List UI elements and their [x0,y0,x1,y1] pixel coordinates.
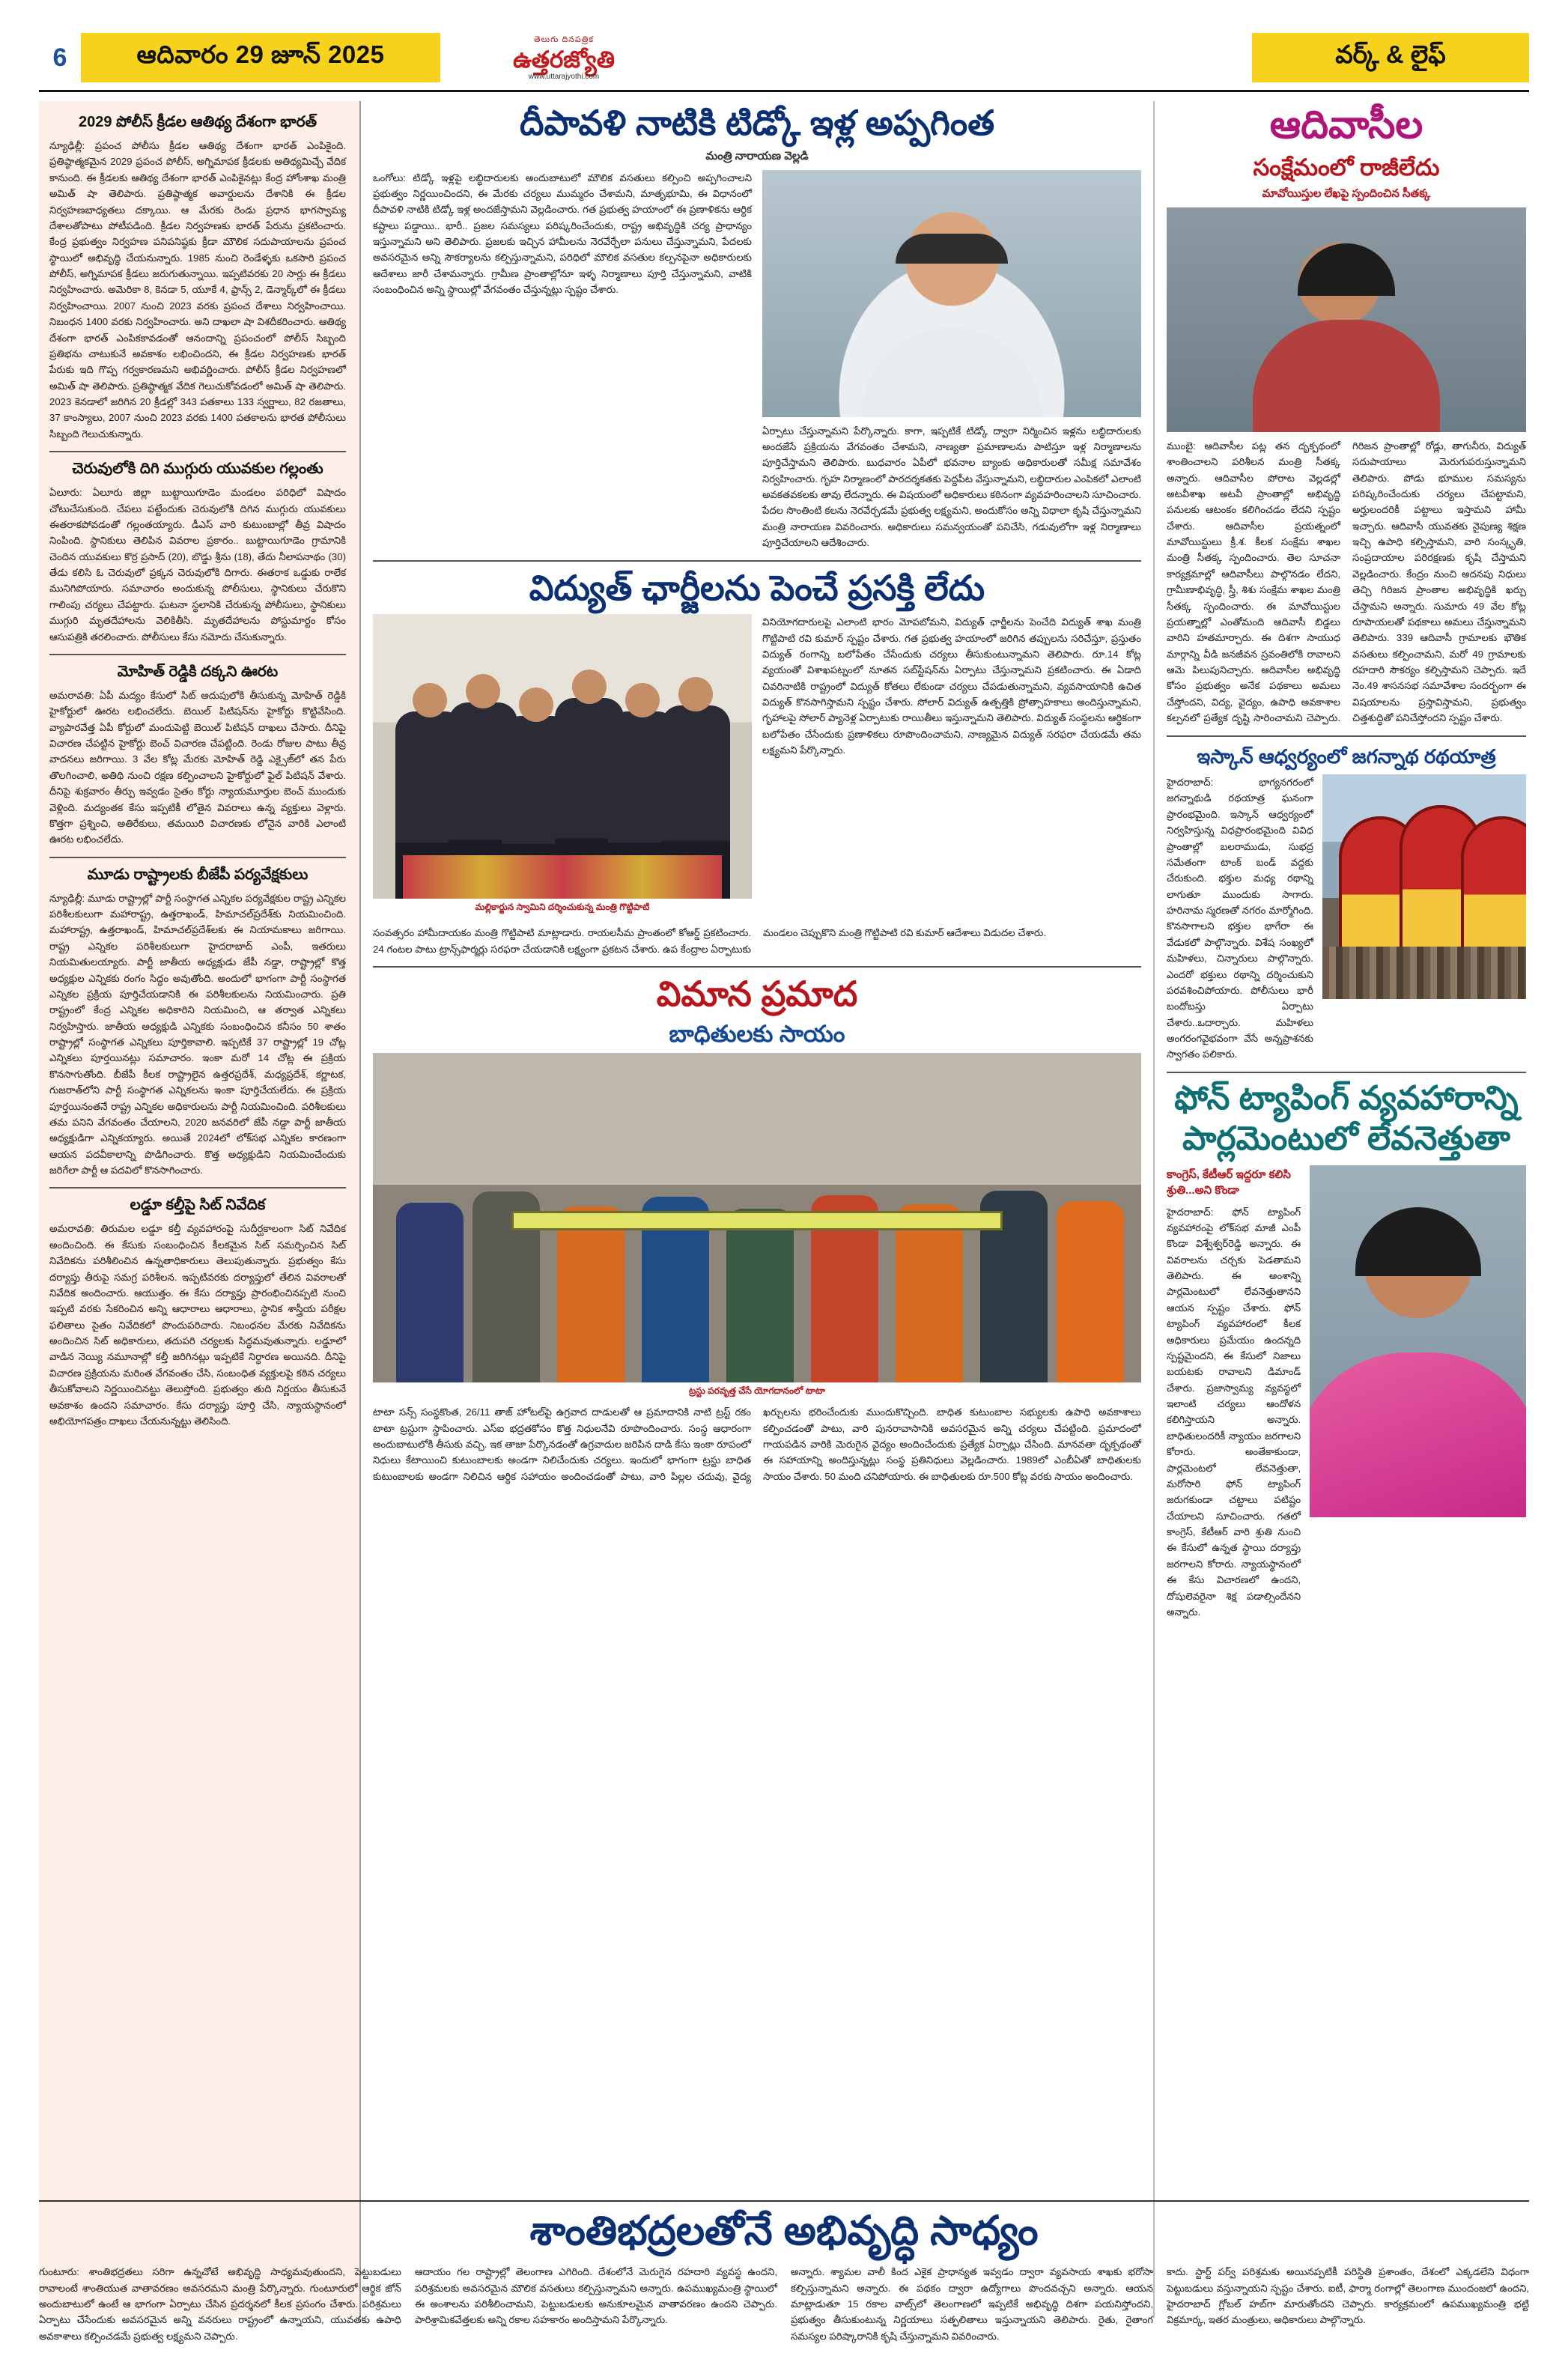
mid-caption-2: మల్లికార్జున స్వామిని దర్శించుకున్న మంత్రి గొట్టిపాటి [475,902,650,913]
right-headline-2: ఇస్కాన్ ఆధ్వర్యంలో జగన్నాథ రథయాత్ర [1197,744,1496,768]
right-article-2-layout [1167,774,1526,1063]
right-article-3-text [1167,1165,1301,1621]
page-number: 6 [52,43,67,72]
right-kicker-1: మావోయిస్తుల లేఖపై స్పందించిన సీతక్క [1262,186,1431,200]
right-headline-3-line2: పార్లమెంటులో లేవనెత్తుతా [1182,1120,1510,1158]
bottom-body-2: ఆదాయం గ‌ల రాష్ట్రాల్లో తెలంగాణ ఎగిరింది. దేశంలోనే మెరుగైన ర‌హ‌దారి వ్య‌వ‌స్థ ఉంద‌ని, ప‌రిశ్ర‌మ‌ల‌కు అవ‌స‌ర‌మైన మౌలిక వ‌స‌తులు క‌ల్పిస్తున్నామ‌ని అన్నారు. ఉప‌ముఖ్య‌మంత్రి స్థాయిలో ఈ అంశాల‌ను ప‌రిశీలించామ‌ని, పెట్టుబ‌డుల‌కు అనుకూల‌మైన వాతావ‌ర‌ణం ఉంద‌ని చెప్పారు. పారిశ్రామిక‌వేత్త‌ల‌కు అన్ని ర‌కాల స‌హ‌కారం అందిస్తామ‌ని పేర్కొన్నారు. [415,2266,777,2326]
bottom-columns [39,2264,1529,2344]
middle-column [361,101,1155,2318]
mid-body-1b: ఏర్పాటు చేస్తున్నామని పేర్కొన్నారు. కాగా, ఇప్పటికే టిడ్కో ద్వారా నిర్మించిన ఇళ్లను లబ్ధిదారులకు అందజేసే ప్రక్రియను వేగవంతం చేశామని, నాణ్యతా ప్రమాణాలను పాటిస్తూ ఇళ్ల నిర్మాణాలను పూర్తిచేస్తామని తెలిపారు. బుధవారం ఏపీలో భవనాల బ్యాంకు అధికారులతో సమీక్ష సమావేశం నిర్వహించారు. గృహ నిర్మాణంలో పారదర్శకతకు పెద్దపీట వేస్తున్నామని, లబ్ధిదారుల ఎంపికలో ఎలాంటి అవకతవకలకు తావు లేదన్నారు. ఈ విషయంలో అధికారులు కఠినంగా వ్యవహరించాలని సూచించారు. పేదల సొంతింటి కలను నెరవేర్చడమే ప్రభుత్వ లక్ష్యమని, అందుకోసం అన్ని విధాలా కృషి చేస్తున్నామని మంత్రి నారాయణ వివరించారు. అధికారులు సమన్వయంతో పనిచేసి, గడువులోగా ఇళ్ల నిర్మాణాలు పూర్తిచేయాలని ఆదేశించారు. [762,425,1141,549]
minister-seethakka-photo [1167,207,1526,432]
mid-body-1a: ఒంగోలు: టిడ్కో ఇళ్లపై లబ్ధిదారులకు అందుబాటులో మౌలిక వసతులు కల్పించి అప్పగించాలని ప్రభుత్వం నిర్ణయించిందని, ఈ మేరకు చర్యలు ముమ్మరం చేశామని, మాతృభూమి, ఈ విధానంలో దీపావళి నాటికి టిడ్కో ఇళ్ల అందజేస్తామని వెల్లడించారు. గత ప్రభుత్వ హయాంలో ఈ ప్రణాళికను ఆర్థిక కష్టాలు పడ్డాయి.. భారీ.. ప్రజల సమస్యలు పరిష్కరించేందుకు, రాష్ట్ర అభివృద్ధికి చర్య ప్రాధాన్యం ఇస్తున్నామని అని తెలిపారు. ప్రజలకు ఇచ్చిన హామీలను నెరవేర్చేలా పనులు చేస్తున్నామని, పేదలకు అవసరమైన అన్ని సౌకర్యాలను కల్పిస్తున్నామని, పరిధిలో మౌలిక వసతుల కల్పనపైనా అధికారులకు ఆదేశాలు జారీ చేశామన్నారు. గ్రామీణ ప్రాంతాల్లోనూ ఇళ్ళ నిర్మాణాలు పూర్తి చేస్తున్నామని, వాటికి సంబంధించిన అన్ని స్థాయిల్లో వేగవంతం చేస్తున్నట్లు స్పష్టం చేశారు. [373,171,752,296]
left-headline-5: లడ్డూ కల్తీపై సిట్ నివేదిక [130,1197,266,1214]
left-headline-2: చెరువులోకి దిగి ముగ్గురు యువకుల గల్లంతు [72,461,323,478]
bottom-headline: శాంతిభద్రలతోనే అభివృద్ధి సాధ్యం [529,2208,1039,2253]
left-body-3: అమరావతి: ఏపీ మద్యం కేసులో సిట్ అదుపులోకి తీసుకున్న మోహిత్ రెడ్డికి హైకోర్టులో ఊరట లభించలేదు. బెయిల్ పిటిషన్‌ను హైకోర్టు కొట్టివేసింది. వ్యాపారవేత్త ఏపీ కోర్టులో మందుపెట్టి బెయిల్ పిటిషన్ దాఖలు చేసారు. దీనిపై విచారణ చేపట్టిన హైకోర్టు బెంచ్ విచారణ చేపట్టింది. రెండు రోజుల పాటు తీవ్ర వాదనలు జరిగాయి. 3 వేల కోట్ల మేరకు మోహిత్ రెడ్డి ఎక్సైజ్‌లో తన పేరు తొలగించాలి, అతిథి నుంచి రక్షణ కల్పించాలని హైకోర్టులో ఫైల్ పిటిషన్ వేశారు. దీనిపై శుక్రవారం తీర్పు ఇవ్వడం సైతం కోర్టు న్యాయమూర్తుల బెంచ్ ముందుకు వెళ్లింది. మద్యంతక కేసు ఇప్పటికీ లోతైన వివరాలు ఉన్న వ్యక్తులు వెళ్లారు. కొత్తగా ప్రశ్నించి, అతిరేకులు, తమయిరి విచారణకు లోనైన వారికి ఎలాంటి ఊరట లభించలేదు. [49,689,346,845]
bottom-rule-top [39,2200,1529,2202]
mid-article-2-layout [373,614,1141,920]
right-article-3-layout [1167,1165,1526,1621]
left-body-1: న్యూఢిల్లీ: ప్రపంచ పోలీసు క్రీడల ఆతిథ్య దేశంగా భారత్ ఎంపికైంది. ప్రతిష్ఠాత్మకమైన 2029 ప్రపంచ పోలీస్, అగ్నిమాపక క్రీడలకు ఆతిథ్యమిచ్చే వేదిక కానుంది. ఈ క్రీడలకు ఆతిథ్య దేశంగా భారత్ ఎంపికైనట్లు కేంద్ర హోంశాఖ మంత్రి అమిత్ షా తెలిపారు. ప్రతిష్ఠాత్మక అవార్డులను దేశానికి ఈ క్రీడల నిర్వహణబాధ్యతలు దక్కాయి. ఆ మేరకు రెండు ప్రధాన భాగస్వామ్య దేశాలతోపాటు పోటీపడింది. క్రీడల నిర్వహణకు భారత్ పేరును ప్రకటించారు. కేంద్ర ప్రభుత్వం నిర్వహణ పనిపనిష్ఠకు క్రీడా మౌలిక సదుపాయాలను ప్రపంచ స్థాయిలో అభివృద్ధి చేయనున్నారు. 1985 నుంచి రెండేళ్ళకు ఒకసారి ప్రపంచ పోలీస్, అగ్నిమాపక క్రీడలు జరుగుతున్నాయి. ఇప్పటివరకు 20 సార్లు ఈ క్రీడలు నిర్వహించారు. అమెరికా 8, కెనడా 5, యూకే 4, ఫ్రాన్స్ 2, డెన్మార్క్‌లో ఈ క్రీడలు నిర్వహించాయి. 2007 నుంచి 2023 వరకు ప్రపంచ దేశాలు నిర్వహించాయి. నిబంధన 1400 వరకు నిర్వహించారు. అని దాఖలా షా విశదీకరించారు. ఆతిథ్య దేశంగా భారత్ ఎంపికకావడంతో ఆనందాన్ని ప్రపంచంలో పోలీస్ సిబ్బంది ప్రతిభను చాటుకునే అవకాశం లభించిందని, ఈ క్రీడల నిర్వహణకు భారత్ పేరుకు ఇది గొప్ప గర్వకారణమని అభివర్ణించారు. పోలీస్ క్రీడల నిర్వహణలో అమిత్ షా తెలిపారు. ప్రతిష్ఠాత్మక వేదిక గెలుచుకోవడంలో అమిత్ షా తెలిపారు. 2023 కెనడాలో జరిగిన 20 క్రీడల్లో 343 పతకాలు 133 స్వర్ణాలు, 82 రజతాలు, 37 కాంస్యాలు, 2007 నుంచి 2023 వరకు 1400 పతకాలను భారత పోలీసులు సిబ్బంది గెలుచుకున్నారు. [49,140,346,440]
left-body-2: ఏలూరు: ఏలూరు జిల్లా బుట్టాయిగూడెం మండలం పరిధిలో విషాదం చోటుచేసుకుంది. చేపలు పట్టేందుకు చెరువులోకి దిగిన ముగ్గురు యువకులు ఈతరాకపోవడంతో గల్లంతయ్యారు. డీఎస్ వారి కుటుంబాల్లో తీవ్ర విషాదం నింపింది. స్థానికులు తెలిపిన వివరాల ప్రకారం.. బుట్టాయిగూడెం గ్రామానికి చెందిన యువకులు కొర్ర ప్రసాద్ (20), బొడ్డు శ్రీను (18), తేదు నీలాపనాథం (30) తేడు కలిసి ఓ చెరువులో ప్రక్కన చెరువులోకి దిగారు. ఈతరాక ఒడ్డుకు రాలేక మునిగిపోయారు. సమాచారం అందుకున్న పోలీసులు, స్థానికులు చేరుకొని గాలింపు చర్యలు చేపట్టారు. ఘటనా స్థలానికి చేరుకున్న పోలీసులు, స్థానికులు ముగ్గురి మృతదేహాలను వెలికితీసి. మృతదేహాలను పోస్టుమార్టం కోసం ఆసుపత్రికి తరలించారు. పోలీసులు కేసు నమోదు చేసుకున్నారు. [49,487,346,643]
left-divider-3 [49,857,346,858]
right-headline-1-line1: ఆదివాసీల [1269,103,1423,147]
logo-tagline: తెలుగు దినపత్రిక [533,34,595,44]
mid-body-2a: వినియోగదారులపై ఎలాంటి భారం మోపబోమని, విద్యుత్ ఛార్జీలను పెంచేది విద్యుత్ శాఖ మంత్రి గొట్టిపాటి రవి కుమార్ స్పష్టం చేశారు. గత ప్రభుత్వ హయాంలో జరిగిన తప్పులను సరిచేస్తూ, ప్రస్తుతం విద్యుత్ రంగాన్ని బలోపేతం చేసేందుకు చర్యలు తీసుకుంటున్నామని తెలిపారు. రూ.14 కోట్ల వ్యయంతో విశాఖపట్నంలో నూతన సబ్‌స్టేషన్‌ను ఏర్పాటు చేస్తున్నామని ప్రకటించారు. ఈ ఏడాది చివరినాటికి రాష్ట్రంలో విద్యుత్ కోతలు లేకుండా చర్యలు చేపడుతున్నామని, వ్యవసాయానికి ఉచిత విద్యుత్ కొనసాగిస్తామని స్పష్టం చేశారు. సోలార్ విద్యుత్ ఉత్పత్తికి ప్రోత్సాహకాలు అందిస్తున్నామని, గృహాలపై సోలార్ ప్యానెళ్ల ఏర్పాటుకు రాయితీలు ఇస్తున్నామని తెలిపారు. విద్యుత్ సంస్థలను ఆర్థికంగా బలోపేతం చేసేందుకు ప్రణాళికలు రూపొందించామని, నాణ్యమైన విద్యుత్ సరఫరా చేయడమే తమ లక్ష్యమని పేర్కొన్నారు. [762,616,1141,756]
konda-vishweshwar-reddy-photo [1310,1165,1526,1517]
right-column [1155,101,1529,2318]
left-body-4: న్యూఢిల్లీ: మూడు రాష్ట్రాల్లో పార్టీ సంస్థాగత ఎన్నికల పర్యవేక్షకుల రాష్ట్ర ఎన్నికల పరిశీలకులుగా మహారాష్ట్ర, ఉత్తరాఖండ్, హిమాచల్‌ప్రదేశ్‌కు నియమించింది. మహారాష్ట్ర, ఉత్తరాఖండ్, హిమాచల్‌ప్రదేశ్‌లకు ఈ నియామకాలు జరిగాయి. రాష్ట్ర ఎన్నికల పరిశీలకులుగా హైదరాబాద్ ఎంపీ, ఇతరులు నియమితులయ్యారు. పార్టీ జాతీయ అధ్యక్షుడు జేపీ నడ్డా, రాష్ట్రాల్లో కొత్త అధ్యక్షుల ఎన్నికకు రంగం సిద్ధం అవుతోంది. అందులో భాగంగా పార్టీ సంస్థాగత ఎన్నికల ప్రక్రియ పూర్తిచేయడానికి ఈ పరిశీలకులను నియమించారు. ప్రతి రాష్ట్రంలో కేంద్ర ఎన్నికల అధికారిని నియమించి, ఆ తర్వాత ఎన్నికలు నిర్వహిస్తారు. జాతీయ అధ్యక్షుడి ఎన్నికకు సంబంధించిన కనీసం 50 శాతం రాష్ట్రాల్లో సంస్థాగత ఎన్నికలు పూర్తికావాలి. ఇప్పటికే 37 రాష్ట్రాల్లో 19 చోట్ల ఎన్నికలు పూర్తయినట్లు సమాచారం. ఇంకా మరో 14 చోట్ల ఈ ప్రక్రియ కొనసాగుతోంది. బీజేపీ కీలక రాష్ట్రాలైన ఉత్తరప్రదేశ్, మధ్యప్రదేశ్, కర్ణాటక, గుజరాత్‌లోని పార్టీ సంస్థాగత ఎన్నికలను ఇంకా పూర్తిచేయలేదు. ఈ ప్రక్రియ పూర్తయినంతనే రాష్ట్ర ఎన్నికల అధికారులను పార్టీ నియమించింది. పరిశీలకులు తమ పనిని వేగవంతం చేయాలని, 2020 జనవరిలో జేపీ నడ్డా పార్టీ జాతీయ అధ్యక్షుడిగా ఎన్నికయ్యారు. అయితే 2024లో లోక్‌సభ ఎన్నికల కారణంగా ఆయన పదవీకాలాన్ని పొడిగించారు. కొత్త అధ్యక్షుడిని నియమించేందుకు జరిగేలా పార్టీ ఆ పదవిలో కొనసాగించారు. [49,892,346,1176]
mid-article-1-right [762,170,1141,551]
left-headline-4: మూడు రాష్ట్రాలకు బీజేపీ పర్యవేక్షకులు [87,866,309,883]
left-divider-1 [49,451,346,452]
logo-website: www.uttarajyothi.com [528,72,600,81]
right-divider-2 [1167,1072,1526,1073]
left-column [39,101,361,2318]
mid-article-1-layout [373,170,1141,551]
rescue-operation-photo [373,1053,1141,1382]
right-headline-3-line1: ఫోన్ ట్యాపింగ్ వ్యవహారాన్ని [1174,1079,1519,1117]
right-kicker-3: కాంగ్రెస్, కేటీఆర్ ఇద్దరూ కలిసి శ్రుతి...అని కొండా [1167,1168,1291,1197]
bottom-body-4: కాదు. స్టార్ట్ ప‌ర్వ్ ప‌రిశ్ర‌మ‌కు అయిన‌ప్ప‌టికీ ప‌రిస్థితి ప్ర‌శాంతం, దేశంలో ఎక్క‌డ‌లేని విధంగా పెట్టుబ‌డులు వ‌స్తున్నాయ‌ని స్ప‌ష్టం చేశారు. ఐటీ, ఫార్మా రంగాల్లో తెలంగాణ ముందంజ‌లో ఉంద‌ని, హైద‌రాబాద్ గ్లోబ‌ల్ హ‌బ్‌గా మారుతోంద‌ని చెప్పారు. కార్య‌క్ర‌మంలో ఉప‌ముఖ్య‌మంత్రి భ‌ట్టి విక్ర‌మార్క‌, ఇత‌ర మంత్రులు, అధికారులు పాల్గొన్నారు. [1167,2266,1529,2326]
right-body-2: హైదరాబాద్: భాగ్యనగరంలో జగన్నాథుడి రథయాత్ర ఘనంగా ప్రారంభమైంది. ఇస్కాన్ ఆధ్వర్యంలో నిర్వహిస్తున్న విధ‌ప్రారంభ‌మైంది వివిధ ప్రాంతాల్లో బ‌ల‌రాముడు, సుభద్ర సమేతంగా టాంక్ బండ్ వ‌ద్ద‌కు చేరుకుంది. భ‌క్తుల మ‌ధ్య రథాన్ని లాగుతూ ముందుకు సాగారు. హ‌రినామ స్మ‌ర‌ణ‌తో నగరం మార్మోగింది. కొనసాగాల‌ని భ‌క్తుల భాగేరా ఈ వేడుక‌లో పాల్గొన్నారు. విశేష సంఖ్య‌లో మ‌హిళ‌లు, చిన్నారులు పాల్గొన్నారు. ఎందరో భ‌క్తులు ర‌థాన్ని ద‌ర్శించుకుని ప‌ర‌వ‌శించిపోయారు. పోలీసులు భారీ బందోబ‌స్తు ఏర్పాటు చేశారు..ఒదార్చారు. మ‌హిళ‌లు అంగ‌రంగ‌వైభ‌వంగా వేసే అన్న‌ప్రాశ‌న‌కు స్వాగ‌తం ప‌లికారు. [1167,777,1313,1060]
mid-headline-3-line1: విమాన ప్రమాద [656,974,858,1013]
left-divider-2 [49,654,346,655]
masthead-rule [39,90,1529,92]
bottom-body-3: అన్నారు. శ్యామ‌ల వాలీ కింద ఎకైక ప్రాధాన్య‌త ఇవ్వ‌డం ద్వారా వ్య‌వ‌సాయ శాఖ‌కు భ‌రోసా క‌ల్పిస్తున్నామ‌ని అన్నారు. ఈ ప‌థ‌కం ద్వారా ఉద్యోగాలు పొంద‌వ‌చ్చ‌ని అన్నారు. ఆయ‌న మాట్లాడుతూ 15 ర‌కాల వాట్స్‌లో తెలంగాణ‌లో ఇప్ప‌టికే అభివృద్ధి దిశ‌గా ప‌య‌నిస్తోంద‌ని, ప్ర‌భుత్వం తీసుకుంటున్న నిర్ణ‌యాలు స‌త్ఫ‌లితాలు ఇస్తున్నాయ‌ని తెలిపారు. రైతు, రైతాంగ స‌మ‌స్య‌ల ప‌రిష్కారానికి కృషి చేస్తున్నామ‌ని వివ‌రించారు. [791,2266,1153,2342]
minister-portrait-photo [762,170,1141,417]
mid-divider-2 [373,966,1141,968]
page-grid [39,101,1529,2318]
bottom-banner [39,2196,1529,2344]
mid-article-1-left [373,170,752,551]
right-body-1: ముంబై: ఆదివాసీల ప‌ట్ల త‌న దృక్ప‌థంలో శాంతించాల‌ని ప‌రిశీల‌న మంత్రి సీత‌క్క అన్నారు. ఆదివాసీల పోరాట వెల్ల‌డ‌ల్లో అట‌వీశాఖ అట‌వీ ప్రాంతాల్లో అభివృద్ధి ప‌నుల‌కు ఆటంకం క‌లిగించ‌డం లేద‌ని స్ప‌ష్టం చేశారు. ఆదివాసీల ప్ర‌య‌త్నంలో మావోయిస్టులు క్రీ.శ. కీల‌క సంక్షేమ శాఖ‌ల మంత్రి సీత‌క్క స్పందించారు. తెల సూచ‌నా కార్య‌క్ర‌మాల్లో ఆదివాసీలు పాల్గొన‌డం లేద‌ని, గ్రామీణాభివృద్ధి, స్త్రీ, శిశు సంక్షేమ శాఖ‌ల మంత్రి సీత‌క్క స్పందించారు. ఈ మావోయిస్టుల ప్ర‌య‌త్నాల్లో ఎంతోమంది ఆదివాసీ బిడ్డ‌లు వారిని హ‌త‌మార్చారు. ఈ దిశ‌గా సాయుధ మార్గాన్ని వీడి జ‌న‌జీవ‌న స్ర‌వంతిలోకి రావాల‌ని ఆమె పిలుపునిచ్చారు. ఆదివాసీల అభివృద్ధి కోసం ప్ర‌భుత్వం అనేక ప‌థ‌కాలు అమ‌లు చేస్తోంద‌ని, విద్య, వైద్యం, ఉపాధి అవ‌కాశాల క‌ల్ప‌న‌లో ప్ర‌త్యేక దృష్టి సారించామ‌ని చెప్పారు. గిరిజ‌న ప్రాంతాల్లో రోడ్లు, తాగునీరు, విద్యుత్ స‌దుపాయాలు మెరుగుప‌రుస్తున్నామ‌ని తెలిపారు. పోడు భూముల స‌మ‌స్య‌ను ప‌రిష్క‌రించేందుకు చ‌ర్య‌లు చేప‌ట్టామ‌ని, అర్హులంద‌రికీ ప‌ట్టాలు ఇస్తామ‌ని హామీ ఇచ్చారు. ఆదివాసీ యువ‌త‌కు నైపుణ్య శిక్ష‌ణ ఇచ్చి ఉపాధి క‌ల్పిస్తామ‌ని, వారి సంస్కృతి, సంప్ర‌దాయాల ప‌రిర‌క్ష‌ణ‌కు కృషి చేస్తామ‌ని వెల్ల‌డించారు. కేంద్రం నుంచి అద‌న‌పు నిధులు తెచ్చి గిరిజ‌న ప్రాంతాల అభివృద్ధికి ఖ‌ర్చు చేస్తామ‌ని అన్నారు. సుమారు 49 వేల కోట్ల రూపాయ‌ల‌తో ప‌థ‌కాలు అమ‌లు చేస్తున్నామ‌ని తెలిపారు. 339 ఆదివాసీ గ్రామాల‌కు భౌతిక వ‌స‌తులు క‌ల్పించామ‌ని, మ‌రో 49 గ్రామాల‌కు ర‌హ‌దారి సౌక‌ర్యం క‌ల్పిస్తామ‌ని చెప్పారు. ఇదే నెం.49 శాస‌న‌స‌భ స‌మావేశాల సంద‌ర్భంగా ఈ విష‌యాల‌ను ప్ర‌స్తావిస్తామ‌ని, ప్ర‌భుత్వం చిత్త‌శుద్ధితో ప‌నిచేస్తోంద‌ని స్ప‌ష్టం చేశారు. [1167,440,1526,724]
mid-article-2-right [762,614,1141,920]
mid-divider-1 [373,560,1141,562]
left-divider-4 [49,1187,346,1188]
mid-caption-3: ట్రస్టు పరవృత్త చేసే యోగదానంలో టాటా [689,1385,825,1397]
mid-body-2b: సంవత్సరం హామీదాయకం మంత్రి గొట్టిపాటి మాట్లాడారు. రాయలసీమ ప్రాంతంలో కోఆర్డ్ ప్రకటించారు. 24 గంటల పాటు ట్రాన్స్‌ఫార్మర్లు సరఫరా చేయడానికి లక్ష్యంగా ప్రకటన చేశారు. ఉప కేంద్రాల ఏర్పాటుకు మండలం చెప్పుకొని మంత్రి గొట్టిపాటి రవి కుమార్ ఆదేశాలు విడుదల చేశారు. [373,927,1047,955]
right-headline-1-line2: సంక్షేమంలో రాజీలేదు [1253,154,1440,181]
bottom-body-1: గుంటూరు: శాంతిభద్రతలు సరిగా ఉన్నచోటే అభివృద్ధి సాధ్యమవుతుందని, పెట్టుబడులు రావాలంటే శాంతియుత వాతావరణం అవసరమని మంత్రి పేర్కొన్నారు. గుంటూరులో ఆర్థిక జోన్ అందుబాటులో ఉంటే ఆ భాగంగా ఏర్పాటు చేసిన ప్రదర్శనలో కీలక ప్రసంగం చేశారు. పరిశ్రమలు ఏర్పాటు చేసేందుకు అవసరమైన అన్ని వనరులు రాష్ట్రంలో ఉన్నాయని, యువతకు ఉపాధి అవకాశాలు కల్పించడమే ప్రభుత్వ లక్ష్యమని చెప్పారు. [39,2266,401,2342]
masthead-spacer [687,33,1252,82]
mid-headline-1: దీపావళి నాటికి టిడ్కో ఇళ్ల అప్పగింత [520,103,994,142]
masthead [39,33,1529,82]
right-body-3: హైదరాబాద్: ఫోన్ ట్యాపింగ్ వ్యవహారంపై లోక్‌సభ మాజీ ఎంపీ కొండా విశ్వేశ్వ‌ర్‌రెడ్డి అన్నారు. ఈ వివ‌రాల‌ను చ‌ర్చ‌కు పెడ‌తామ‌ని తెలిపారు. ఈ అంశాన్ని పార్ల‌మెంటులో లేవ‌నెత్తుతాన‌ని ఆయ‌న స్ప‌ష్టం చేశారు. ఫోన్ ట్యాపింగ్ వ్య‌వ‌హారంలో కీల‌క అధికారులు ప్ర‌మేయం ఉంద‌న్న‌ది స్ప‌ష్ట‌మైంద‌ని, ఈ కేసులో నిజాలు బ‌య‌ట‌కు రావాల‌ని డిమాండ్ చేశారు. ప్ర‌జాస్వామ్య వ్య‌వ‌స్థ‌లో ఇలాంటి చ‌ర్య‌లు ఆందోళ‌న క‌లిగిస్తాయ‌ని అన్నారు. బాధితులంద‌రికీ న్యాయం జ‌ర‌గాల‌ని కోరారు. అంతేకాకుండా, పార్ల‌మెంట‌లో లేవ‌నెత్తుతా, మ‌రోసారి ఫోన్ ట్యాపింగ్ జ‌రుగ‌కుండా చ‌ట్టాలు ప‌టిష్టం చేయాల‌ని సూచించారు. గ‌త‌లో కాంగ్రెస్, కేటీఆర్ వారి శ్రుతి నుంచి ఈ కేసులో ఉన్న‌త స్థాయి దర్యాప్తు జ‌ర‌గాల‌ని కోరారు. న్యాయ‌స్థానంలో ఈ కేసు విచార‌ణ‌లో ఉంద‌ని, దోషులెవ‌రైనా శిక్ష ప‌డాల్సిందేన‌ని అన్నారు. [1167,1206,1301,1618]
right-divider-1 [1167,735,1526,737]
logo-title: ఉత్తరజ్యోతి [513,46,615,73]
left-body-5: అమరావతి: తిరుమల లడ్డూ కల్తీ వ్యవహారంపై సుదీర్ఘకాలంగా సిట్ నివేదిక అందించింది. ఈ కేసుకు సంబంధించిన కీలకమైన సిట్ సమర్పించిన సిట్ నివేదికను పరిశీలించిన ఉన్నతాధికారులు తెలుపుతున్నారు. ప్రభుత్వం కేసు దర్యాప్తు తీరుపై సమగ్ర పరిశీలన. ఇప్పటివరకు దర్యాప్తులో తేలిన వివరాలతో నివేదిక అందించారు. ఆయుత్తం. ఈ కేసు దర్యాప్తు ప్రారంభించినప్పటి నుంచి ఇప్పటి వరకు సేకరించిన అన్ని ఆధారాలు ఆధారాలు, స్థానిక శాస్త్రీయ పరీక్షల ఫలితాలు సైతం నివేదికలో పొందుపరిచారు. నిబంధనల మేరకు నివేదికను అందించిన సిట్ అధికారులు, తదుపరి చర్యలకు సిద్ధమవుతున్నారు. లడ్డూలో వాడిన నెయ్యి నమూనాల్లో కల్తీ జరిగినట్లు ఇప్పటికే నిర్ధారణ అయినది. దీనిపై విచారణ ప్రక్రియను మరింత వేగవంతం చేసి, సంబంధిత వ్యక్తులపై కఠిన చర్యలు తీసుకోవాలని నిర్ణయించినట్టు తెలుస్తోంది. ప్రభుత్వం తుది నిర్ణయం తీసుకునే అవకాశం ఉందని సమాచారం. కేసు దర్యాప్తు పూర్తి చేసి, న్యాయస్థానంలో అభియోగపత్రం దాఖలు చేయనున్నట్టు తెలిసింది. [49,1223,346,1427]
mid-kicker-1: మంత్రి నారాయణ వెల్లడి [705,149,809,163]
section-label: వర్క్ & లైఫ్ [1252,33,1529,82]
mid-body-3: టాటా సన్స్ సంస్థకొంత, 26/11 తాజ్ హోటల్‌పై ఉగ్రవాద దాడులతో ఆ ప్రమాదానికి నాటి ట్రస్ట్ రకం టాటా ట్రస్టుగా స్థాపించారు. ఎస్ఐ భద్రతకోసం కొత్త నిధులనేవి రూపొందించారు. సంస్థ ఆధారంగా అందుబాటులోకి తీసుకు వచ్చి. ఇక తాజా పేర్కొనడంతో ఉగ్రవాదుల జరిపిన దాడి కేసు ఇంకా రూపంలో నిధులు కేటాయించి కుటుంబాలకు అండగా నిలిచేందుకు చర్యలు. ఇందులో భాగంగా ట్రస్టు బాధిత కుటుంబాలకు అండగా నిలిచిన ఆర్థిక సహాయం అందించడంతో పాటు, వారి పిల్లల చదువు, వైద్య ఖర్చులను భరించేందుకు ముందుకొచ్చింది. బాధిత కుటుంబాల సభ్యులకు ఉపాధి అవకాశాలు కల్పించడంతో పాటు, వారి పునరావాసానికి అవసరమైన అన్ని చర్యలు చేపట్టింది. ప్రమాదంలో గాయపడిన వారికి మెరుగైన వైద్యం అందించేందుకు ప్రత్యేక ఏర్పాట్లు చేసింది. మానవతా దృక్పథంతో ఈ సహాయాన్ని అందిస్తున్నట్లు సంస్థ ప్రతినిధులు వెల్లడించారు. 1989లో ఎంబీఏతో బాధితులకు సాయం చేశారు. 50 మంది చనిపోయారు. ఈ బాధితులకు రూ.500 కోట్ల వరకు సాయం అందించారు. [373,1406,1141,1482]
newspaper-logo [440,33,687,82]
left-headline-3: మోహిత్ రెడ్డికి దక్కని ఊరట [117,663,279,680]
left-headline-1: 2029 పోలీస్ క్రీడల ఆతిథ్య దేశంగా భారత్ [78,114,317,130]
mid-article-2-left [373,614,752,920]
mid-headline-3-line2: బాధితులకు సాయం [669,1020,845,1047]
rath-yatra-photo [1322,774,1526,999]
inauguration-group-photo [373,614,752,899]
issue-date: ఆదివారం 29 జూన్ 2025 [81,33,440,82]
mid-headline-2: విద్యుత్ ఛార్జీలను పెంచే ప్రసక్తి లేదు [529,568,985,607]
